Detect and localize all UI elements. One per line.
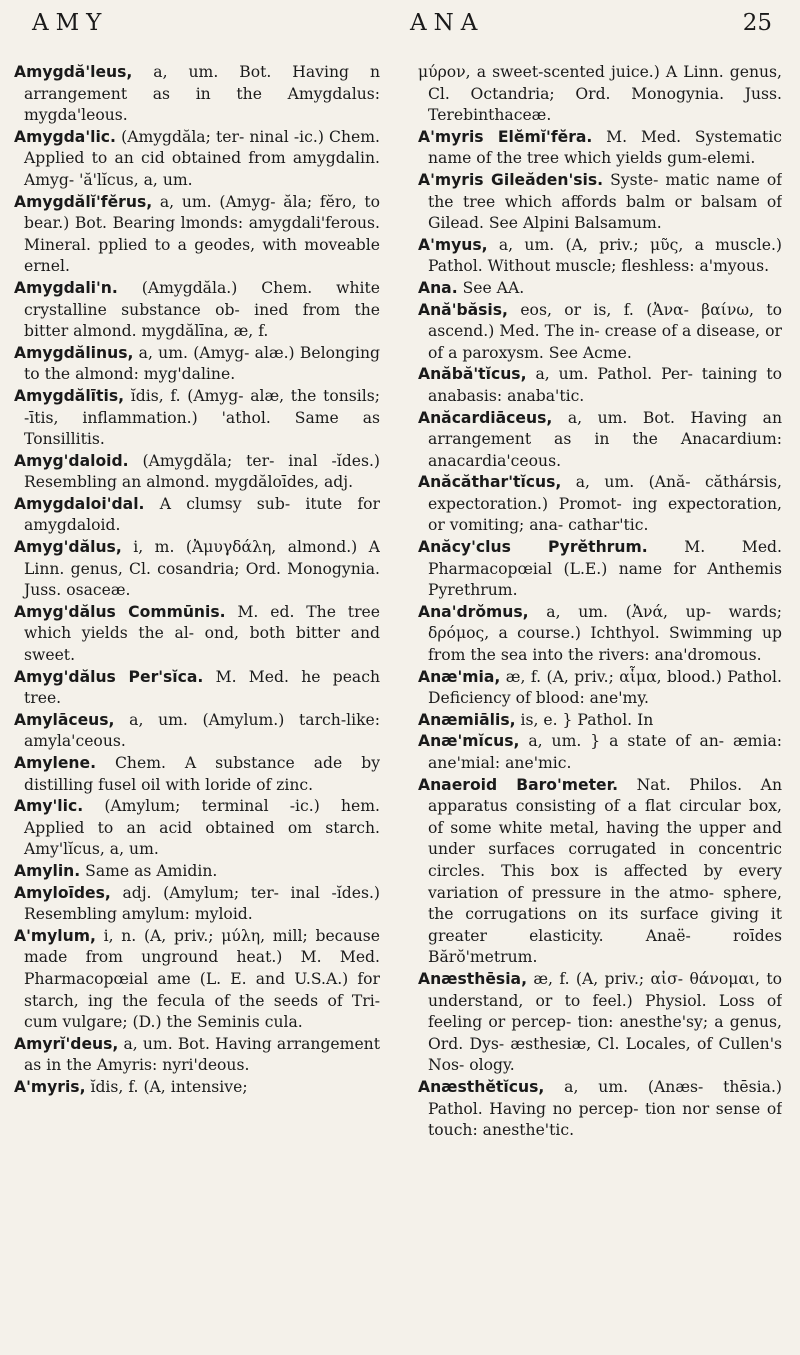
entry-headword: Ana. <box>418 278 458 297</box>
entry-definition: Same as Amidin. <box>80 861 218 880</box>
entry-definition: a, um. } a state of an- æmia: ane'mial: ane'mic. <box>428 732 782 772</box>
dictionary-entry <box>14 926 380 1034</box>
entry-headword: Anæ'mia, <box>418 667 501 686</box>
running-head-middle: ANA <box>410 10 485 36</box>
entry-headword: Anăbă'tĭcus, <box>418 365 527 384</box>
entry-headword: Amyloīdes, <box>14 883 111 902</box>
dictionary-entry <box>418 300 782 365</box>
entry-definition: Chem. A substance ade by distilling fusel oil with loride of zinc. <box>24 754 380 794</box>
dictionary-entry <box>14 192 380 278</box>
page-number: 25 <box>742 10 772 36</box>
running-head-left: AMY <box>32 10 109 36</box>
entry-headword: Ană'băsis, <box>418 300 508 319</box>
entry-definition: (Amygdăla.) Chem. white crystalline substance ob- ined from the bitter almond. mygdălīna, æ, f. <box>24 278 380 341</box>
entry-headword: Amylin. <box>14 861 81 880</box>
entry-definition: M. ed. The tree which yields the al- ond, both bitter and sweet. <box>24 602 380 665</box>
dictionary-entry <box>14 753 380 796</box>
entry-headword: Amygdălinus, <box>14 343 134 362</box>
entry-headword: Anăcy'clus Pyrĕthrum. <box>418 538 648 557</box>
entry-definition: æ, f. (A, priv.; αἰσ- θάνομαι, to understand, or to feel.) Physiol. Loss of feeling or percep- tion: anesthe'sy; a genus, Ord. Dys- æsthesiæ, Cl. Locales, of Cullen's Nos- ology. <box>428 969 782 1075</box>
dictionary-entry <box>418 364 782 407</box>
entry-headword: Amygdălĭ'fĕrus, <box>14 192 153 211</box>
entry-definition: a, um. (Ἀνά, up- wards; δρόμος, a course.) Ichthyol. Swimming up from the sea into the rivers: ana'dromous. <box>428 602 782 665</box>
entry-headword: Anăcăthar'tĭcus, <box>418 473 562 492</box>
dictionary-entry <box>14 451 380 494</box>
dictionary-entry <box>14 494 380 537</box>
dictionary-entry <box>418 127 782 170</box>
entry-headword: Anăcardiāceus, <box>418 408 553 427</box>
entry-definition: i, n. (A, priv.; μύλη, mill; because made from unground heat.) M. Med. Pharmacopœial ame (L. E. and U.S.A.) for starch, ing the fecula of the seeds of Tri- cum vulgare; (D.) the Seminis cula. <box>24 926 380 1032</box>
entry-headword: A'mylum, <box>14 926 96 945</box>
entry-definition: is, e. } Pathol. In <box>515 710 654 729</box>
entry-definition: a, um. (Amyg- alæ.) Belonging to the almond: myg'daline. <box>24 343 380 384</box>
entry-definition: (Amygdăla; ter- ninal -ic.) Chem. Applied to an cid obtained from amygdalin. Amyg- 'ă'lĭcus, a, um. <box>24 127 380 189</box>
entry-headword: Amyg'daloid. <box>14 451 129 470</box>
entry-headword: A'myus, <box>418 235 488 254</box>
dictionary-entry <box>14 861 380 883</box>
entry-definition: M. Med. Pharmacopœial (L.E.) name for Anthemis Pyrethrum. <box>428 538 782 600</box>
entry-headword: Anæ'mĭcus, <box>418 732 520 751</box>
dictionary-entry <box>418 667 782 710</box>
entry-headword: A'myris Elĕmĭ'fĕra. <box>418 127 593 146</box>
dictionary-entry <box>418 537 782 602</box>
dictionary-entry <box>14 1034 380 1077</box>
entry-headword: Anæsthēsia, <box>418 969 527 988</box>
dictionary-entry <box>14 386 380 451</box>
dictionary-entry <box>418 731 782 774</box>
dictionary-entry <box>418 278 782 300</box>
dictionary-entry <box>14 278 380 343</box>
entry-headword: Amylene. <box>14 754 97 772</box>
dictionary-entry <box>14 796 380 861</box>
entry-definition: See AA. <box>457 278 525 297</box>
entry-definition: æ, f. (A, priv.; αἷμα, blood.) Pathol. Deficiency of blood: ane'my. <box>428 667 782 708</box>
dictionary-entry <box>418 602 782 667</box>
entry-headword: Anæsthĕtĭcus, <box>418 1077 545 1096</box>
entry-definition: a, um. Pathol. Per- taining to anabasis: anaba'tic. <box>428 365 782 405</box>
dictionary-entry <box>14 883 380 926</box>
entry-headword: A'myris Gileăden'sis. <box>418 170 604 189</box>
dictionary-entry <box>418 775 782 969</box>
entry-definition: A clumsy sub- itute for amygdaloid. <box>24 494 380 535</box>
entry-definition: adj. (Amylum; ter- inal -ĭdes.) Resembling amylum: myloid. <box>24 883 380 924</box>
entry-definition: (Amylum; terminal -ic.) hem. Applied to an acid obtained om starch. Amy'lĭcus, a, um. <box>24 797 380 859</box>
entry-headword: Ana'drŏmus, <box>418 602 529 621</box>
dictionary-entry <box>418 969 782 1077</box>
dictionary-entry <box>418 1077 782 1142</box>
dictionary-entry <box>418 62 782 127</box>
dictionary-entry <box>418 710 782 732</box>
entry-headword: Anæmiālis, <box>418 710 516 729</box>
dictionary-entry <box>14 710 380 753</box>
entry-definition: a, um. (Anæs- thēsia.) Pathol. Having no percep- tion nor sense of touch: anesthe'tic. <box>428 1077 782 1140</box>
entry-headword: Amygdali'n. <box>14 278 118 297</box>
entry-definition: μύρον, a sweet-scented juice.) A Linn. genus, Cl. Octandria; Ord. Monogynia. Juss. Terebinthaceæ. <box>418 63 782 125</box>
dictionary-entry <box>14 1077 380 1099</box>
entry-definition: ĭdis, f. (Amyg- alæ, the tonsils; -ītis, inflammation.) 'athol. Same as Tonsillitis. <box>24 386 380 449</box>
entry-definition: (Amygdăla; ter- inal -ĭdes.) Resembling an almond. mygdăloīdes, adj. <box>24 451 380 492</box>
entry-headword: Amy'lic. <box>14 797 84 816</box>
entry-definition: eos, or is, f. (Ἀνα- βαίνω, to ascend.) Med. The in- crease of a disease, or of a paroxysm. See Acme. <box>428 300 782 362</box>
entry-definition: a, um. (Amylum.) tarch-like: amyla'ceous. <box>24 710 380 751</box>
entry-headword: Amygdă'leus, <box>14 63 133 81</box>
dictionary-entry <box>14 127 380 192</box>
dictionary-entry <box>14 537 380 602</box>
entry-definition: Nat. Philos. An apparatus consisting of a flat circular box, of some white metal, having the upper and under surfaces corrugated in concentric circles. This box is affected by every variation of pressure in the atmo- sphere, the corrugations on its surface giving it greater elasticity. Anaë- roīdes Bărŏ'metrum. <box>428 775 782 967</box>
entry-definition: M. Med. he peach tree. <box>24 667 380 708</box>
entry-definition: M. Med. Systematic name of the tree which yields gum-elemi. <box>428 127 782 168</box>
left-column <box>14 62 380 1352</box>
dictionary-entry <box>418 408 782 473</box>
entry-definition: a, um. Bot. Having an arrangement as in the Anacardium: anacardia'ceous. <box>428 408 782 470</box>
entry-headword: Amyg'dălus, <box>14 538 122 557</box>
dictionary-entry <box>14 602 380 667</box>
dictionary-entry <box>418 235 782 278</box>
entry-headword: Amygda'lic. <box>14 127 116 146</box>
dictionary-entry <box>418 170 782 235</box>
entry-headword: A'myris, <box>14 1077 86 1096</box>
dictionary-entry <box>418 472 782 537</box>
entry-definition: a, um. Bot. Having n arrangement as in the Amygdalus: mygda'leous. <box>24 63 380 125</box>
entry-headword: Anaeroid Baro'meter. <box>418 775 619 794</box>
entry-headword: Amyg'dălus Commūnis. <box>14 602 226 621</box>
right-column <box>418 62 782 1352</box>
entry-definition: a, um. (A, priv.; μῦς, a muscle.) Pathol. Without muscle; fleshless: a'myous. <box>428 235 782 276</box>
entry-definition: a, um. (Amyg- ăla; fĕro, to bear.) Bot. Bearing lmonds: amygdali'ferous. Mineral. pplied to a geodes, with moveable ernel. <box>24 192 380 276</box>
entry-definition: a, um. Bot. Having arrangement as in the Amyris: nyri'deous. <box>24 1034 380 1075</box>
dictionary-entry <box>14 343 380 386</box>
entry-headword: Amyg'dălus Per'sĭca. <box>14 667 204 686</box>
entry-headword: Amyrĭ'deus, <box>14 1034 119 1053</box>
entry-definition: a, um. (Ană- căthársis, expectoration.) Promot- ing expectoration, or vomiting; ana- cathar'tic. <box>428 473 782 535</box>
dictionary-entry <box>14 667 380 710</box>
entry-headword: Amygdaloi'dal. <box>14 494 145 513</box>
dictionary-entry <box>14 62 380 127</box>
entry-definition: Syste- matic name of the tree which affords balm or balsam of Gilead. See Alpini Balsamum. <box>428 170 782 233</box>
entry-headword: Amygdălītis, <box>14 386 125 405</box>
entry-definition: i, m. (Ἀμυγδάλη, almond.) A Linn. genus, Cl. cosandria; Ord. Monogynia. Juss. osaceæ. <box>24 538 380 600</box>
running-head <box>0 10 800 44</box>
entry-definition: ĭdis, f. (A, intensive; <box>85 1077 248 1096</box>
entry-headword: Amylāceus, <box>14 710 115 729</box>
